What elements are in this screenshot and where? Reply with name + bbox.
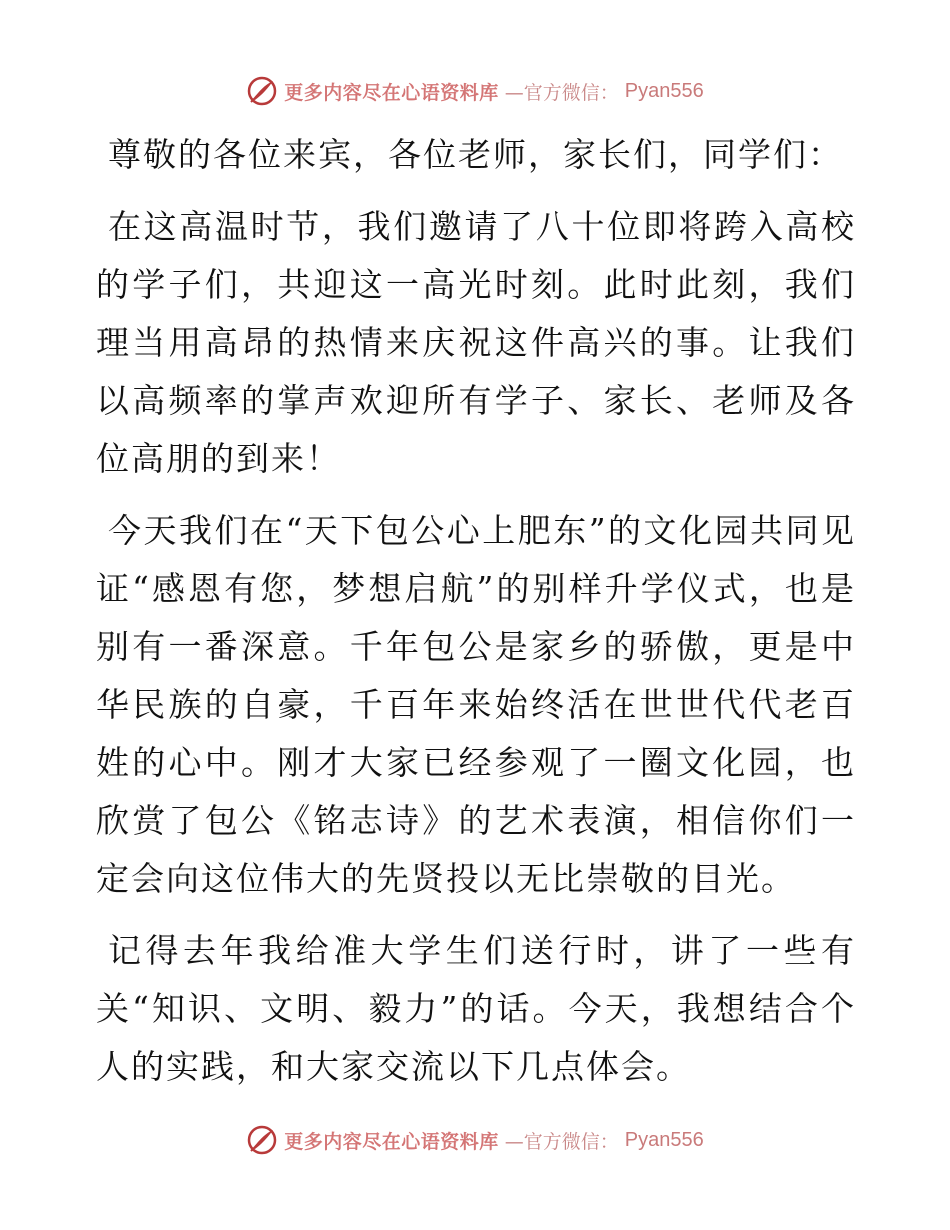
- watermark-text: 更多内容尽在心语资料库: [284, 1130, 499, 1153]
- paragraph-2: 今天我们在“天下包公心上肥东”的文化园共同见证“感恩有您，梦想启航”的别样升学仪式，也是别有一番深意。千年包公是家乡的骄傲，更是中华民族的自豪，千百年来始终活在世世代代老百姓的心中。刚才大家已经参观了一圈文化园，也欣赏了包公《铭志诗》的艺术表演，相信你们一定会向这位伟大的先贤投以无比崇敬的目光。: [96, 511, 856, 898]
- paragraph-1: 在这高温时节，我们邀请了八十位即将跨入高校的学子们，共迎这一高光时刻。此时此刻，我们理当用高昂的热情来庆祝这件高兴的事。让我们以高频率的掌声欢迎所有学子、家长、老师及各位高朋的到来！: [96, 207, 856, 478]
- greeting-line: 尊敬的各位来宾，各位老师，家长们，同学们：: [108, 135, 843, 174]
- watermark-separator: —官方微信：: [504, 81, 619, 104]
- footer-watermark: [0, 1120, 950, 1160]
- watermark-wechat-id: Pyan556: [624, 1128, 704, 1151]
- watermark-text: 更多内容尽在心语资料库: [284, 81, 499, 104]
- header-watermark: [0, 71, 950, 111]
- feather-pen-logo-icon: [246, 75, 278, 107]
- watermark-wechat-id: Pyan556: [624, 79, 704, 102]
- feather-pen-logo-icon: [246, 1124, 278, 1156]
- watermark-separator: —官方微信：: [504, 1130, 619, 1153]
- document-body: [96, 120, 856, 1096]
- paragraph-3: 记得去年我给准大学生们送行时，讲了一些有关“知识、文明、毅力”的话。今天，我想结合个人的实践，和大家交流以下几点体会。: [96, 931, 856, 1086]
